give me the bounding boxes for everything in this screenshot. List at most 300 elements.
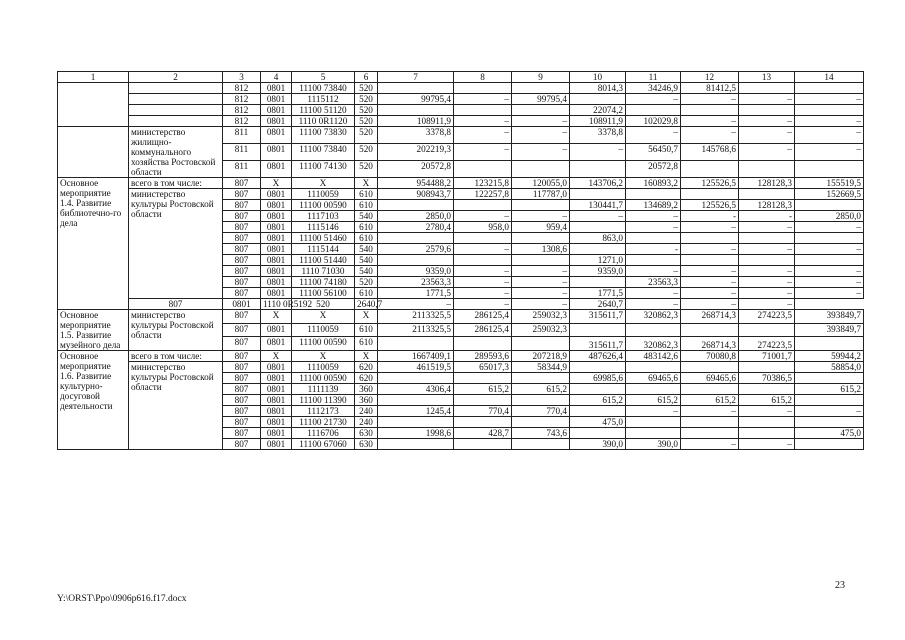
data-cell: Х	[355, 351, 378, 362]
data-cell: 954488,2	[378, 178, 454, 189]
data-cell: 520	[355, 116, 378, 127]
data-cell: –	[681, 288, 739, 299]
data-cell: 9359,0	[570, 266, 626, 277]
data-cell: 315611,7	[570, 310, 626, 324]
data-cell: 807	[223, 351, 261, 362]
data-cell: 315611,7	[570, 337, 626, 351]
data-cell	[378, 337, 454, 351]
data-cell	[570, 161, 626, 178]
data-cell: 99795,4	[512, 94, 570, 105]
data-cell	[681, 384, 739, 395]
data-cell: –	[795, 144, 864, 161]
data-cell: Х	[292, 310, 355, 324]
data-cell: –	[570, 144, 626, 161]
data-cell: –	[626, 94, 681, 105]
data-cell: Х	[355, 310, 378, 324]
data-cell: 807	[223, 255, 261, 266]
data-cell: 23563,3	[378, 277, 454, 288]
data-cell: 81412,5	[681, 83, 739, 94]
data-cell: 1771,5	[378, 288, 454, 299]
data-cell: 2113325,5	[378, 310, 454, 324]
data-cell: 65017,3	[454, 362, 512, 373]
data-cell: -	[681, 211, 739, 222]
activity-cell: Основное мероприятие 1.4. Развитие библиотечно-го дела	[58, 178, 129, 310]
data-cell: 807	[223, 395, 261, 406]
data-cell	[378, 439, 454, 450]
data-cell: –	[681, 439, 739, 450]
data-cell: 807	[223, 406, 261, 417]
data-cell: 108911,9	[570, 116, 626, 127]
data-cell: 908943,7	[378, 189, 454, 200]
data-cell	[795, 337, 864, 351]
data-cell: 160893,2	[626, 178, 681, 189]
header-row	[58, 72, 864, 83]
data-cell: 286125,4	[454, 310, 512, 324]
data-cell: 807	[223, 323, 261, 337]
data-cell: 34246,9	[626, 83, 681, 94]
data-cell: 69985,6	[570, 373, 626, 384]
data-cell: 0801	[261, 384, 292, 395]
data-cell: 102029,8	[626, 116, 681, 127]
data-cell: 807	[223, 337, 261, 351]
header-cell: 2	[129, 72, 223, 83]
data-cell: 630	[355, 428, 378, 439]
data-cell: 0801	[223, 299, 261, 310]
executor-cell: министерство жилищно-коммунального хозяйства Ростовской области	[129, 127, 223, 178]
data-cell	[378, 105, 454, 116]
data-cell: 11100 00590	[292, 337, 355, 351]
data-cell: 11100 74130	[292, 161, 355, 178]
data-cell	[795, 200, 864, 211]
data-cell	[681, 323, 739, 337]
data-cell: –	[739, 116, 795, 127]
data-cell	[681, 255, 739, 266]
data-cell: 807	[223, 428, 261, 439]
data-cell	[626, 362, 681, 373]
data-cell: –	[512, 144, 570, 161]
header-cell: 3	[223, 72, 261, 83]
data-cell: –	[739, 406, 795, 417]
data-cell: 0801	[261, 189, 292, 200]
data-cell: 0801	[261, 417, 292, 428]
data-cell	[512, 233, 570, 244]
data-cell	[512, 395, 570, 406]
data-cell: –	[378, 299, 454, 310]
data-cell: 610	[355, 288, 378, 299]
data-cell	[739, 105, 795, 116]
data-cell: 1271,0	[570, 255, 626, 266]
data-cell	[512, 83, 570, 94]
data-cell	[626, 428, 681, 439]
data-cell: 11100 73840	[292, 144, 355, 161]
data-cell	[795, 373, 864, 384]
data-cell	[795, 83, 864, 94]
data-cell: 0801	[261, 277, 292, 288]
data-cell: 69465,6	[681, 373, 739, 384]
data-cell: –	[739, 127, 795, 144]
data-cell: 620	[355, 373, 378, 384]
data-cell: 807	[223, 288, 261, 299]
data-cell: 520	[292, 299, 355, 310]
data-cell	[681, 105, 739, 116]
data-cell: 360	[355, 395, 378, 406]
data-cell: 108911,9	[378, 116, 454, 127]
table-row	[58, 178, 864, 189]
data-cell	[570, 244, 626, 255]
data-cell: 1110 0R1120	[292, 116, 355, 127]
data-cell: 360	[355, 384, 378, 395]
data-cell	[570, 406, 626, 417]
data-cell: 807	[223, 178, 261, 189]
data-cell: –	[795, 244, 864, 255]
data-cell: –	[454, 277, 512, 288]
data-cell: -	[626, 244, 681, 255]
data-cell: 807	[223, 266, 261, 277]
data-cell	[626, 323, 681, 337]
data-cell: 807	[223, 384, 261, 395]
data-cell: 610	[355, 337, 378, 351]
data-cell	[739, 384, 795, 395]
data-cell: 807	[223, 211, 261, 222]
data-cell	[626, 189, 681, 200]
data-cell: –	[739, 439, 795, 450]
data-cell: 143706,2	[570, 178, 626, 189]
data-cell: 70386,5	[739, 373, 795, 384]
data-cell: –	[739, 244, 795, 255]
data-cell: –	[681, 94, 739, 105]
data-cell: 286125,4	[454, 323, 512, 337]
data-cell: 11100 73840	[292, 83, 355, 94]
table-row	[58, 94, 864, 105]
data-cell: 71001,7	[739, 351, 795, 362]
data-cell: 2780,4	[378, 222, 454, 233]
data-cell: 807	[223, 362, 261, 373]
header-cell: 14	[795, 72, 864, 83]
data-cell: 0801	[261, 83, 292, 94]
data-cell	[454, 233, 512, 244]
data-cell: 807	[223, 200, 261, 211]
data-cell: 1110 0R5192	[261, 299, 292, 310]
data-cell: –	[512, 299, 570, 310]
table-row	[58, 116, 864, 127]
data-cell: 0801	[261, 395, 292, 406]
data-cell	[512, 105, 570, 116]
data-cell: 390,0	[570, 439, 626, 450]
data-cell: –	[454, 244, 512, 255]
data-cell: –	[795, 406, 864, 417]
data-cell	[795, 439, 864, 450]
data-cell	[570, 222, 626, 233]
data-cell: 807	[223, 439, 261, 450]
data-cell: 11100 74180	[292, 277, 355, 288]
data-cell: Х	[261, 178, 292, 189]
data-cell: 274223,5	[739, 337, 795, 351]
data-cell: 1998,6	[378, 428, 454, 439]
data-cell	[570, 94, 626, 105]
data-cell: –	[454, 144, 512, 161]
table-row	[58, 105, 864, 116]
data-cell: 615,2	[681, 395, 739, 406]
data-cell: –	[795, 288, 864, 299]
data-cell: 615,2	[570, 395, 626, 406]
data-cell: 615,2	[795, 384, 864, 395]
data-cell	[681, 362, 739, 373]
data-cell: 807	[223, 222, 261, 233]
data-cell: –	[739, 222, 795, 233]
data-cell: 0801	[261, 222, 292, 233]
data-cell: –	[795, 266, 864, 277]
data-cell: 1110059	[292, 362, 355, 373]
data-cell	[512, 161, 570, 178]
data-cell	[681, 189, 739, 200]
data-cell	[570, 362, 626, 373]
data-cell	[512, 439, 570, 450]
data-cell: –	[739, 94, 795, 105]
data-cell: –	[681, 127, 739, 144]
data-cell: –	[512, 277, 570, 288]
data-cell: 428,7	[454, 428, 512, 439]
data-cell	[626, 417, 681, 428]
table-row	[58, 351, 864, 362]
data-cell: 520	[355, 83, 378, 94]
data-cell: 11100 56100	[292, 288, 355, 299]
data-cell: 520	[355, 94, 378, 105]
data-cell: –	[681, 266, 739, 277]
data-cell: 483142,6	[626, 351, 681, 362]
data-cell: –	[454, 116, 512, 127]
table-row	[58, 127, 864, 144]
data-cell: 610	[355, 233, 378, 244]
data-cell: –	[739, 144, 795, 161]
data-cell	[739, 428, 795, 439]
data-cell: –	[795, 116, 864, 127]
executor-cell	[129, 94, 223, 105]
data-cell: 134689,2	[626, 200, 681, 211]
data-cell	[739, 233, 795, 244]
data-cell: 540	[355, 266, 378, 277]
data-cell	[739, 255, 795, 266]
data-cell: –	[512, 211, 570, 222]
data-cell: 1117103	[292, 211, 355, 222]
data-cell: 3378,8	[570, 127, 626, 144]
data-cell: –	[681, 222, 739, 233]
data-cell: -	[739, 211, 795, 222]
activity-cell: Основное мероприятие 1.5. Развитие музейного дела	[58, 310, 129, 351]
data-cell: –	[681, 406, 739, 417]
data-cell	[454, 105, 512, 116]
data-cell	[512, 337, 570, 351]
data-cell: 1245,4	[378, 406, 454, 417]
data-cell: 274223,5	[739, 310, 795, 324]
table-row	[58, 362, 864, 373]
data-cell: 807	[223, 233, 261, 244]
data-cell: 540	[355, 211, 378, 222]
data-cell: 2850,0	[795, 211, 864, 222]
data-cell: 812	[223, 105, 261, 116]
data-cell: Х	[261, 310, 292, 324]
data-cell: –	[454, 211, 512, 222]
data-cell: 11100 00590	[292, 373, 355, 384]
data-cell: 1116706	[292, 428, 355, 439]
header-cell: 11	[626, 72, 681, 83]
header-cell: 12	[681, 72, 739, 83]
data-cell: 520	[355, 161, 378, 178]
data-cell: –	[681, 277, 739, 288]
data-cell: 610	[355, 323, 378, 337]
data-cell: 2640,7	[570, 299, 626, 310]
data-cell: 620	[355, 362, 378, 373]
executor-cell	[129, 105, 223, 116]
data-cell: –	[739, 288, 795, 299]
table-body	[58, 72, 864, 450]
executor-cell: всего в том числе:	[129, 351, 223, 362]
data-cell: 615,2	[739, 395, 795, 406]
data-cell	[378, 83, 454, 94]
data-cell	[739, 83, 795, 94]
data-cell: 11100 00590	[292, 200, 355, 211]
data-cell: –	[570, 211, 626, 222]
data-cell: 0801	[261, 362, 292, 373]
data-cell: –	[454, 127, 512, 144]
data-cell: 520	[355, 277, 378, 288]
executor-cell	[129, 116, 223, 127]
data-cell: 99795,4	[378, 94, 454, 105]
data-cell: 0801	[261, 373, 292, 384]
data-cell: 390,0	[626, 439, 681, 450]
data-cell: 1667409,1	[378, 351, 454, 362]
data-cell	[512, 200, 570, 211]
data-cell: 268714,3	[681, 337, 739, 351]
data-cell	[378, 373, 454, 384]
data-cell: –	[454, 266, 512, 277]
data-cell	[626, 105, 681, 116]
data-cell: 475,0	[795, 428, 864, 439]
data-cell: 152669,5	[795, 189, 864, 200]
activity-cell	[58, 83, 129, 127]
data-cell: –	[626, 266, 681, 277]
data-cell: Х	[355, 178, 378, 189]
data-cell: 11100 73830	[292, 127, 355, 144]
data-cell: –	[739, 277, 795, 288]
data-cell: –	[795, 222, 864, 233]
data-cell: 807	[129, 299, 223, 310]
data-cell: 520	[355, 105, 378, 116]
data-cell	[795, 255, 864, 266]
data-cell: 130441,7	[570, 200, 626, 211]
data-cell: 122257,8	[454, 189, 512, 200]
header-cell: 13	[739, 72, 795, 83]
page-number: 23	[835, 580, 845, 591]
data-cell: 0801	[261, 323, 292, 337]
data-cell	[378, 255, 454, 266]
header-cell: 9	[512, 72, 570, 83]
data-cell: –	[681, 299, 739, 310]
data-cell: 0801	[261, 144, 292, 161]
data-cell: 393849,7	[795, 310, 864, 324]
data-cell: 393849,7	[795, 323, 864, 337]
header-cell: 7	[378, 72, 454, 83]
data-cell: 863,0	[570, 233, 626, 244]
data-cell: 807	[223, 277, 261, 288]
data-cell: 743,6	[512, 428, 570, 439]
data-cell: 240	[355, 417, 378, 428]
executor-cell: министерство культуры Ростовской области	[129, 310, 223, 351]
data-cell: 0801	[261, 161, 292, 178]
data-cell	[570, 189, 626, 200]
data-cell: 0801	[261, 337, 292, 351]
data-cell	[739, 161, 795, 178]
data-cell: 615,2	[454, 384, 512, 395]
data-cell	[681, 417, 739, 428]
data-cell: 0801	[261, 244, 292, 255]
data-cell: 4306,4	[378, 384, 454, 395]
data-cell: 0801	[261, 116, 292, 127]
data-cell	[626, 255, 681, 266]
data-cell: 70080,8	[681, 351, 739, 362]
data-cell: 610	[355, 222, 378, 233]
data-cell: 1115144	[292, 244, 355, 255]
data-cell	[454, 337, 512, 351]
data-cell: 959,4	[512, 222, 570, 233]
header-cell: 1	[58, 72, 129, 83]
data-cell: 2579,6	[378, 244, 454, 255]
data-cell: 0801	[261, 211, 292, 222]
header-cell: 4	[261, 72, 292, 83]
header-cell: 6	[355, 72, 378, 83]
data-cell	[378, 200, 454, 211]
data-cell: 120055,0	[512, 178, 570, 189]
data-cell	[570, 384, 626, 395]
data-cell: 0801	[261, 200, 292, 211]
data-cell: 540	[355, 255, 378, 266]
data-cell: 9359,0	[378, 266, 454, 277]
data-cell: 770,4	[512, 406, 570, 417]
data-cell: Х	[261, 351, 292, 362]
data-cell	[454, 200, 512, 211]
data-cell: 240	[355, 406, 378, 417]
data-cell: 1112173	[292, 406, 355, 417]
data-cell: –	[512, 288, 570, 299]
data-cell	[795, 105, 864, 116]
data-cell	[570, 323, 626, 337]
data-cell: 610	[355, 200, 378, 211]
data-cell: –	[626, 299, 681, 310]
data-cell: 11100 21730	[292, 417, 355, 428]
data-cell	[454, 161, 512, 178]
data-cell	[378, 233, 454, 244]
data-cell: 0801	[261, 255, 292, 266]
data-cell: –	[795, 94, 864, 105]
data-cell: –	[795, 127, 864, 144]
data-cell: 20572,8	[626, 161, 681, 178]
data-cell: 812	[223, 83, 261, 94]
data-cell	[681, 428, 739, 439]
data-cell: –	[681, 116, 739, 127]
data-cell: –	[512, 127, 570, 144]
data-cell: 0801	[261, 105, 292, 116]
data-cell: 58854,0	[795, 362, 864, 373]
executor-cell: всего в том числе:	[129, 178, 223, 189]
data-cell: 1110059	[292, 323, 355, 337]
executor-cell	[129, 83, 223, 94]
data-cell: –	[739, 299, 795, 310]
data-cell: –	[454, 288, 512, 299]
data-cell: 1115146	[292, 222, 355, 233]
data-cell: 11100 11390	[292, 395, 355, 406]
data-cell: –	[626, 211, 681, 222]
data-cell: 2640,7	[355, 299, 378, 310]
data-cell	[570, 428, 626, 439]
